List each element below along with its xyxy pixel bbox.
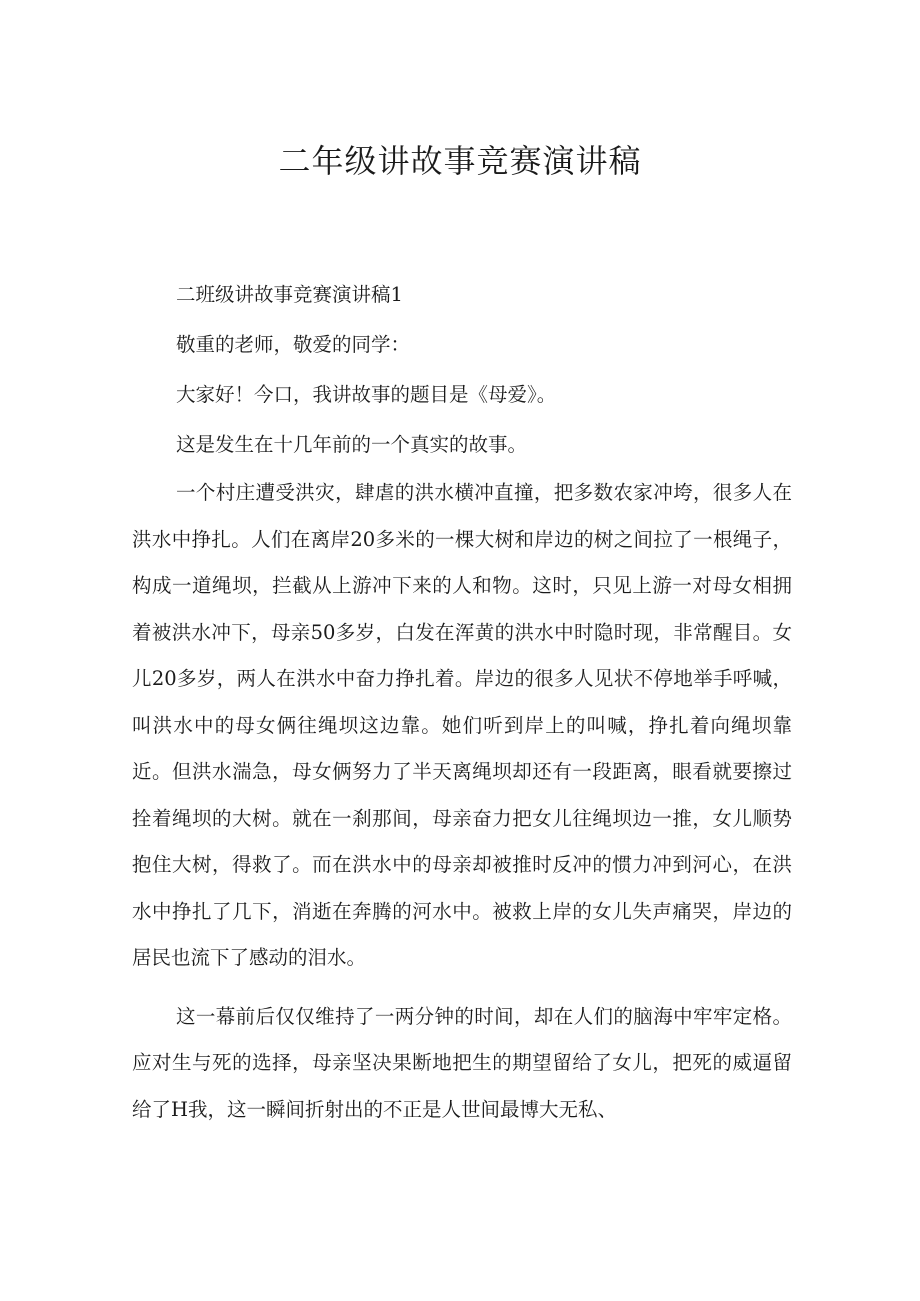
reflection-paragraph: 这一幕前后仅仅维持了一两分钟的时间，却在人们的脑海中牢牢定格。应对生与死的选择，母亲坚决果断地把生的期望留给了女儿，把死的威逼留给了H我，这一瞬间折射出的不正是人世间最博大无私、 bbox=[132, 1004, 792, 1121]
subtitle-line: 二班级讲故事竞赛演讲稿1 bbox=[176, 283, 403, 306]
salutation-line: 敬重的老师，敬爱的同学： bbox=[176, 333, 411, 356]
greeting-line: 大家好！今口，我讲故事的题目是《母爱》。 bbox=[176, 383, 557, 406]
document-title: 二年级讲故事竞赛演讲稿 bbox=[278, 142, 642, 180]
story-paragraph: 一个村庄遭受洪灾，肆虐的洪水横冲直撞，把多数农家冲垮，很多人在洪水中挣扎。人们在离岸20多米的一棵大树和岸边的树之间拉了一根绳子，构成一道绳坝，拦截从上游冲下来的人和物。这时，只见上游一对母女相拥着被洪水冲下，母亲50多岁，白发在浑黄的洪水中时隐时现，非常醒目。女儿20多岁，两人在洪水中奋力挣扎着。岸边的很多人见状不停地举手呼喊，叫洪水中的母女俩往绳坝这边靠。她们听到岸上的叫喊，挣扎着向绳坝靠近。但洪水湍急，母女俩努力了半天离绳坝却还有一段距离，眼看就要擦过拴着绳坝的大树。就在一刹那间，母亲奋力把女儿往绳坝边一推，女儿顺势抱住大树，得救了。而在洪水中的母亲却被推时反冲的惯力冲到河心，在洪水中挣扎了几下，消逝在奔腾的河水中。被救上岸的女儿失声痛哭，岸边的居民也流下了感动的泪水。 bbox=[132, 481, 792, 969]
intro-line: 这是发生在十几年前的一个真实的故事。 bbox=[176, 433, 528, 456]
document-body bbox=[132, 270, 792, 1133]
